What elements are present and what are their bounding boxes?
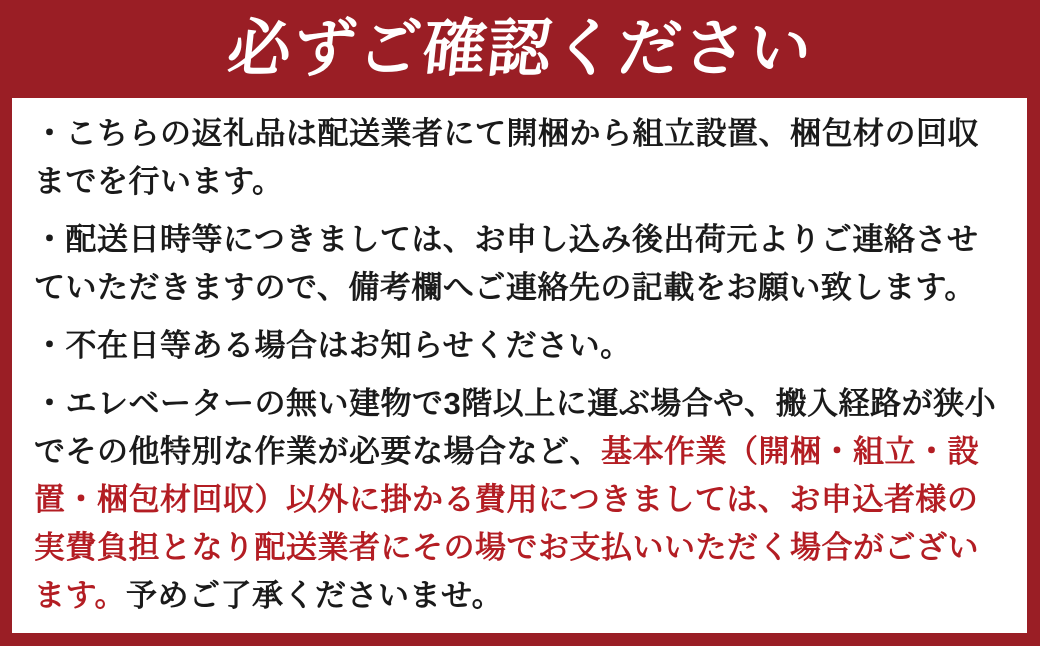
note-extra-fees (34, 380, 1005, 620)
note-delivery-and-setup: ・こちらの返礼品は配送業者にて開梱から組立設置、梱包材の回収までを行います。 (34, 116, 979, 199)
notice-body-panel (12, 98, 1027, 633)
notice-header (0, 0, 1040, 98)
note-extra-fees-outro: 予めご了承くださいませ。 (126, 578, 504, 613)
note-extra-fees-emphasis: 基本作業（開梱・組立・設置・梱包材回収）以外に掛かる費用につきましては、お申込者様の実費負担となり配送業者にその場でお支払いいただく場合がございます。 (34, 434, 979, 613)
note-absent-days: ・不在日等ある場合はお知らせください。 (34, 328, 632, 363)
note-extra-fees-intro: ・エレベーターの無い建物で3階以上に運ぶ場合や、搬入経路が狭小でその他特別な作業が必要な場合など、 (34, 386, 997, 469)
notice-title: 必ずご確認ください (223, 13, 817, 84)
note-contact-after-order: ・配送日時等につきましては、お申し込み後出荷元よりご連絡させていただきますので、備考欄へご連絡先の記載をお願い致します。 (34, 222, 979, 305)
